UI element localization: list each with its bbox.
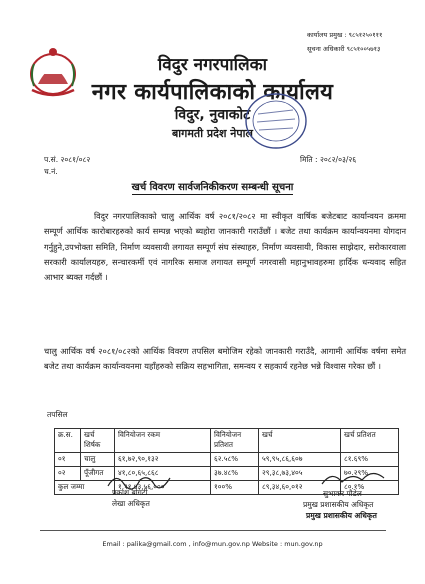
table-header-cell: खर्च (259, 429, 341, 453)
reference-number: प.सं. २०८१/०८२ (44, 155, 91, 164)
table-cell: ८९,३४,६०,०१२ (259, 481, 341, 495)
province-name: बागमती प्रदेश नेपाल (172, 127, 253, 140)
table-cell: १००% (211, 481, 259, 495)
office-name: नगर कार्यपालिकाको कार्यालय (91, 80, 334, 105)
left-signatory-name: प्रकाश बोगटी (112, 488, 148, 497)
table-cell: ८१.६९% (341, 453, 399, 467)
table-label: तपसिल (47, 410, 68, 419)
right-signatory-stamp-title: प्रमुख प्रशासकीय अधिकृत (306, 511, 377, 520)
table-header-cell: खर्च शिर्षक (81, 429, 115, 453)
office-location: विदुर, नुवाकोट (174, 107, 251, 123)
table-cell: ५९,९५,८६,६०७ (259, 453, 341, 467)
table-header-cell: क्र.स. (55, 429, 81, 453)
table-row (55, 453, 399, 467)
right-signature-scribble (318, 466, 388, 490)
table-total-label: कुल जम्मा (55, 481, 115, 495)
right-signatory-name: सुभाकर पौडेल (323, 489, 362, 498)
table-cell: २९,३८,७३,४०५ (259, 467, 341, 481)
letter-date: मिति : २०८२/०३/२६ (300, 155, 357, 164)
left-signatory-title: लेखा अधिकृत (112, 499, 150, 508)
body-paragraph-1 (44, 209, 406, 285)
table-header-cell: विनियोजन रकम (115, 429, 211, 453)
table-cell: ७०.२९% (341, 467, 399, 481)
body-paragraph-2-text: चालु आर्थिक वर्ष २०८१/०८२को आर्थिक विवरण तपसिल बमोजिम रहेको जानकारी गराउँदै, आगामी आर्थिक वर्षमा समेत बजेट तथा कार्यक्रम कार्यान्वयनमा यहाँहरुको सक्रिय सहभागिता, समन्वय र सहकार्य रहनेछ भन्ने विश्वास गरेका छौं । (44, 346, 406, 372)
table-cell: ६२.५८% (211, 453, 259, 467)
body-paragraph-2 (44, 344, 406, 375)
body-paragraph-1-text: विदुर नगरपालिकाको चालु आर्थिक वर्ष २०८१/२०८२ मा स्वीकृत वार्षिक बजेटबाट कार्यान्वयन क्रममा सम्पूर्ण आर्थिक कारोबारहरुको कार्य सम्पन्न भएको ब्यहोरा जानकारी गराउँछौं । बजेट तथा कार्यक्रम कार्यान्वयनमा योगदान गर्नुहुने,उपभोक्ता समिति, निर्माण व्यवसायी लगायत सम्पूर्ण संघ संस्थाहरु, निर्माण व्यवसायी, विकास साझेदार, सरोकारवाला सरकारी कार्यालयहरु, सन्चारकर्मी एवं नागरिक समाज लगायत सम्पूर्ण नगरवासी महानुभावहरुमा हार्दिक धन्यवाद सहित आभार ब्यक्त गर्दछौं । (44, 211, 406, 283)
footer-divider (40, 530, 386, 531)
footer-contact: Email : palika@gmail.com , info@mun.gov.np Website : mun.gov.np (102, 540, 323, 548)
table-cell: ०१ (55, 453, 81, 467)
notice-subject (0, 179, 425, 193)
table-cell: ८०.१% (341, 481, 399, 495)
table-header-cell: विनियोजन प्रतिशत (211, 429, 259, 453)
dispatch-number: च.नं. (44, 167, 58, 176)
table-cell: ६१,७२,९०,१३२ (115, 453, 211, 467)
table-cell: ०२ (55, 467, 81, 481)
table-cell: पूँजीगत (81, 467, 115, 481)
table-cell: १,११,५३,५६,००० (115, 481, 211, 495)
notice-subject-text: खर्च विवरण सार्वजनिकीकरण सम्बन्धी सूचना (131, 182, 294, 193)
office-chief-phone: कार्यालय प्रमुख : ९८५१२५०१११ (307, 31, 383, 39)
office-stamp (243, 90, 309, 152)
municipality-name: विदुर नगरपालिका (157, 55, 268, 75)
right-signatory-title: प्रमुख प्रशासकीय अधिकृत (303, 500, 374, 509)
table-header-cell: खर्च प्रतिशत (341, 429, 399, 453)
table-header-row (55, 429, 399, 453)
table-cell: चालु (81, 453, 115, 467)
table-cell: ४१,८०,६५,८६८ (115, 467, 211, 481)
table-cell: ३७.४८% (211, 467, 259, 481)
info-officer-phone: सूचना अधिकारी ९८५१००५७१३ (307, 45, 381, 53)
